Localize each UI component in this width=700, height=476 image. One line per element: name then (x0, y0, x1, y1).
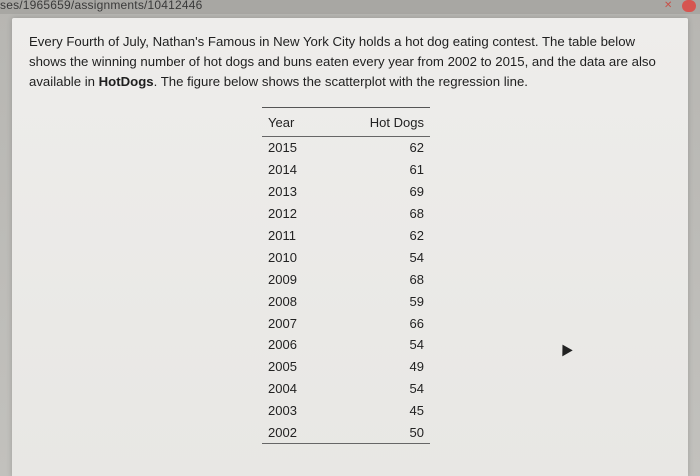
assignment-panel (12, 18, 688, 476)
table-row (262, 312, 430, 334)
header-year: Year (262, 108, 324, 137)
hot-dogs-cell: 54 (409, 381, 424, 397)
hot-dogs-cell: 61 (409, 162, 424, 178)
hot-dogs-cell: 62 (409, 228, 424, 243)
hot-dogs-cell: 66 (409, 315, 424, 331)
hot-dogs-cell: 49 (409, 359, 424, 375)
year-cell: 2013 (268, 184, 297, 200)
header-hot-dogs: Hot Dogs (324, 108, 430, 137)
hot-dogs-cell: 68 (409, 206, 424, 222)
dataset-name: HotDogs (98, 74, 154, 89)
table-row (262, 356, 430, 378)
mouse-cursor-icon (557, 342, 572, 357)
year-cell: 2011 (268, 228, 296, 243)
year-cell: 2005 (268, 359, 297, 375)
year-cell: 2006 (268, 337, 297, 353)
intro-text-end: . The figure below shows the scatterplot with the regression line. (153, 74, 528, 89)
table-row (262, 181, 430, 203)
year-cell: 2004 (268, 381, 297, 397)
year-cell: 2010 (268, 249, 297, 265)
table-row (262, 203, 430, 225)
table-row (262, 290, 430, 312)
table-header-row (262, 108, 430, 137)
year-cell: 2012 (268, 206, 297, 222)
address-url[interactable]: ses/1965659/assignments/10412446 (0, 0, 203, 12)
year-cell: 2009 (268, 271, 297, 287)
intro-text-start: Every Fourth of July, Nathan's Famous in New York City holds a hot dog eating contest. The table below shows the winning number of hot dogs and buns eaten every year from 2002 to 2015, and the data are also available in (29, 34, 656, 89)
table-row (262, 268, 430, 290)
year-cell: 2015 (268, 140, 297, 156)
problem-intro (29, 32, 669, 92)
hot-dog-table (262, 107, 430, 444)
hot-dogs-cell: 50 (324, 422, 430, 444)
table-row (262, 159, 430, 181)
address-bar[interactable] (0, 0, 700, 14)
year-cell: 2014 (268, 162, 297, 178)
table-row (262, 137, 430, 159)
hot-dogs-cell: 69 (409, 184, 424, 200)
hot-dogs-cell: 68 (409, 271, 424, 287)
hot-dogs-cell: 45 (409, 403, 424, 419)
hot-dogs-cell: 54 (409, 337, 424, 353)
table-row (262, 378, 430, 400)
hot-dogs-cell: 59 (409, 293, 424, 309)
hot-dogs-cell: 62 (409, 140, 424, 156)
table-row (262, 334, 430, 356)
extension-icon[interactable]: ✕ (664, 0, 673, 11)
year-cell: 2003 (268, 403, 297, 419)
profile-icon[interactable] (682, 0, 696, 12)
table-row (262, 400, 430, 422)
table-row (262, 246, 430, 268)
year-cell: 2008 (268, 293, 297, 309)
table-row (262, 422, 430, 444)
hot-dogs-cell: 54 (409, 249, 424, 265)
year-cell: 2002 (262, 422, 324, 444)
table-row (262, 225, 430, 247)
year-cell: 2007 (268, 315, 297, 331)
